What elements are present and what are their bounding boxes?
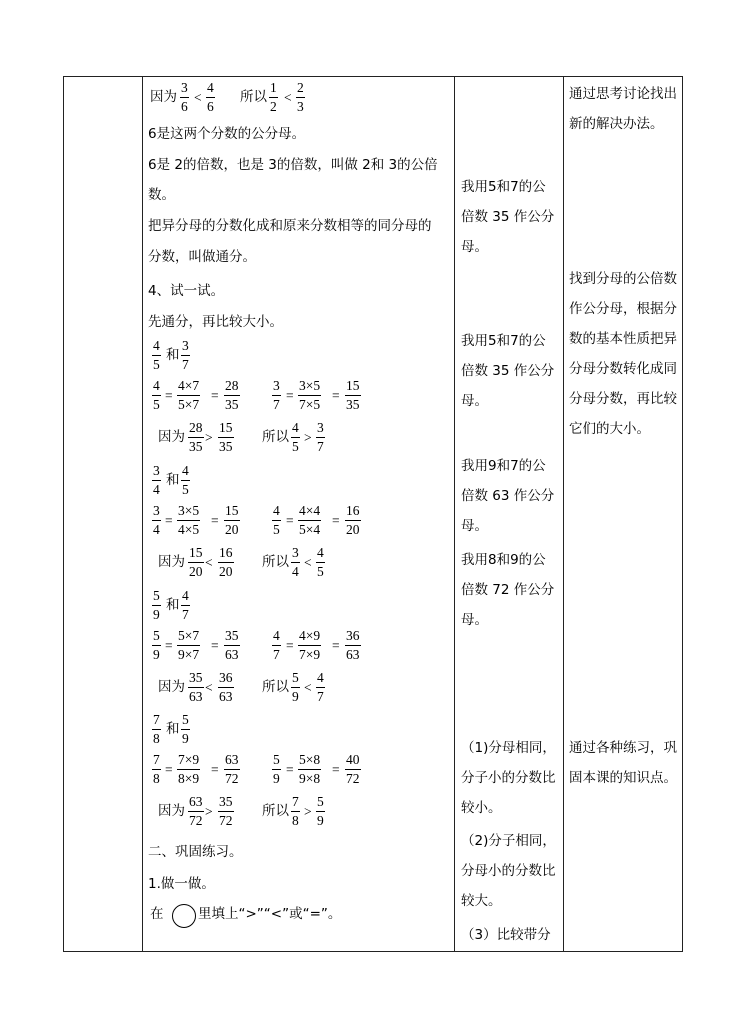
fraction: $\frac{5\times 7}{9\times 7}$	[178, 628, 200, 662]
fraction: $\frac{7}{8}$	[292, 794, 299, 828]
text-line: 把异分母的分数化成和原来分数相等的同分母的	[148, 218, 432, 234]
student-note: 我用5和7的公倍数 35 作公分母。	[461, 179, 555, 255]
table-col-border-4	[563, 76, 564, 952]
equals-sign: =	[332, 388, 340, 403]
comparison-sign: >	[205, 804, 213, 819]
fraction: $\frac{4}{5}$	[182, 463, 189, 497]
equals-sign: =	[286, 638, 294, 653]
table-col-border-1	[63, 76, 64, 952]
fraction: $\frac{3}{7}$	[317, 420, 324, 454]
fraction: $\frac{7\times 9}{8\times 9}$	[178, 752, 200, 786]
text-line: 先通分，再比较大小。	[148, 314, 283, 330]
fraction: $\frac{4}{5}$	[317, 545, 324, 579]
equals-sign: =	[165, 762, 173, 777]
fraction: $\frac{3}{4}$	[153, 503, 160, 537]
equals-sign: =	[165, 638, 173, 653]
fraction: $\frac{5}{9}$	[273, 752, 280, 786]
comparison-sign: >	[205, 430, 213, 445]
fraction: $\frac{15}{20}$	[189, 545, 203, 579]
student-note: 我用9和7的公倍数 63 作公分母。	[461, 458, 555, 534]
because-label: 因为	[158, 554, 185, 570]
design-note: 通过各种练习，巩固本课的知识点。	[569, 740, 677, 786]
equals-sign: =	[332, 513, 340, 528]
fraction: $\frac{35}{63}$	[189, 670, 203, 704]
student-note: （1)分母相同，分子小的分数比较小。	[461, 740, 556, 816]
fraction: $\frac{16}{20}$	[346, 503, 360, 537]
and-label: 和	[166, 721, 180, 737]
table-col-border-5	[682, 76, 683, 952]
fraction: $\frac{4}{5}$	[153, 378, 160, 412]
fraction: $\frac{28}{35}$	[189, 420, 203, 454]
because-label: 因为	[158, 679, 185, 695]
equals-sign: =	[165, 513, 173, 528]
fraction: $\frac{5\times 8}{9\times 8}$	[299, 752, 321, 786]
fraction: $\frac{3\times 5}{7\times 5}$	[299, 378, 321, 412]
fraction: $\frac{4\times 4}{5\times 4}$	[299, 503, 321, 537]
less-than-sign: <	[284, 90, 292, 105]
fraction: $\frac{35}{63}$	[225, 628, 239, 662]
fraction: $\frac{2}{3}$	[297, 80, 304, 114]
fraction: $\frac{3}{4}$	[153, 463, 160, 497]
text-line: 里填上“>”“<”或“=”。	[198, 906, 342, 922]
fraction: $\frac{36}{63}$	[346, 628, 360, 662]
fraction: $\frac{5}{9}$	[182, 712, 189, 746]
fraction: $\frac{63}{72}$	[225, 752, 239, 786]
fraction: $\frac{4}{6}$	[207, 80, 214, 114]
fraction: $\frac{1}{2}$	[270, 80, 277, 114]
equals-sign: =	[286, 513, 294, 528]
fraction: $\frac{7}{8}$	[153, 752, 160, 786]
student-note: 我用8和9的公倍数 72 作公分母。	[461, 552, 555, 628]
so-label: 所以	[262, 803, 289, 819]
student-note: （2)分子相同，分母小的分数比较大。	[461, 833, 556, 909]
fraction: $\frac{63}{72}$	[189, 794, 203, 828]
fraction: $\frac{5}{9}$	[153, 628, 160, 662]
fraction: $\frac{4\times 7}{5\times 7}$	[178, 378, 200, 412]
fraction: $\frac{40}{72}$	[346, 752, 360, 786]
fraction: $\frac{3}{6}$	[181, 80, 188, 114]
section-heading: 4、试一试。	[148, 283, 225, 299]
student-note: 我用5和7的公倍数 35 作公分母。	[461, 333, 555, 409]
table-bottom-border	[63, 951, 683, 952]
fraction: $\frac{3\times 5}{4\times 5}$	[178, 503, 200, 537]
equals-sign: =	[211, 388, 219, 403]
fraction: $\frac{4}{5}$	[292, 420, 299, 454]
table-col-border-2	[142, 76, 143, 952]
text-line: 1.做一做。	[148, 876, 215, 892]
because-label: 因为	[150, 89, 177, 105]
comparison-sign: <	[205, 680, 213, 695]
text-line: 6是 2的倍数，也是 3的倍数，叫做 2和 3的公倍	[148, 157, 438, 173]
blank-circle	[172, 904, 196, 928]
text-line: 数。	[148, 187, 175, 203]
so-label: 所以	[262, 429, 289, 445]
equals-sign: =	[165, 388, 173, 403]
table-top-border	[63, 76, 683, 77]
and-label: 和	[166, 347, 180, 363]
comparison-sign: >	[304, 804, 312, 819]
fraction: $\frac{3}{7}$	[273, 378, 280, 412]
text-line: 分数，叫做通分。	[148, 249, 256, 265]
fraction: $\frac{3}{7}$	[182, 338, 189, 372]
fraction: $\frac{35}{72}$	[219, 794, 233, 828]
equals-sign: =	[211, 762, 219, 777]
equals-sign: =	[211, 513, 219, 528]
fraction: $\frac{3}{4}$	[292, 545, 299, 579]
less-than-sign: <	[194, 90, 202, 105]
text-line: 6是这两个分数的公分母。	[148, 126, 306, 142]
text-line: 在	[150, 906, 164, 922]
and-label: 和	[166, 472, 180, 488]
student-note: （3）比较带分	[461, 927, 551, 943]
equals-sign: =	[211, 638, 219, 653]
fraction: $\frac{4\times 9}{7\times 9}$	[299, 628, 321, 662]
fraction: $\frac{4}{5}$	[153, 338, 160, 372]
fraction: $\frac{16}{20}$	[219, 545, 233, 579]
design-note: 通过思考讨论找出新的解决办法。	[569, 86, 677, 132]
fraction: $\frac{4}{5}$	[273, 503, 280, 537]
section-heading: 二、巩固练习。	[148, 844, 243, 860]
equals-sign: =	[286, 388, 294, 403]
comparison-sign: <	[304, 555, 312, 570]
fraction: $\frac{15}{35}$	[219, 420, 233, 454]
fraction: $\frac{7}{8}$	[153, 712, 160, 746]
equals-sign: =	[286, 762, 294, 777]
because-label: 因为	[158, 803, 185, 819]
equals-sign: =	[332, 638, 340, 653]
so-label: 所以	[262, 679, 289, 695]
design-note: 找到分母的公倍数作公分母，根据分数的基本性质把异分母分数转化成同分母分数，再比较它们的大小。	[569, 271, 677, 437]
equals-sign: =	[332, 762, 340, 777]
and-label: 和	[166, 597, 180, 613]
fraction: $\frac{5}{9}$	[317, 794, 324, 828]
so-label: 所以	[240, 89, 267, 105]
so-label: 所以	[262, 554, 289, 570]
fraction: $\frac{15}{20}$	[225, 503, 239, 537]
fraction: $\frac{15}{35}$	[346, 378, 360, 412]
fraction: $\frac{5}{9}$	[153, 588, 160, 622]
because-label: 因为	[158, 429, 185, 445]
comparison-sign: >	[304, 430, 312, 445]
fraction: $\frac{36}{63}$	[219, 670, 233, 704]
comparison-sign: <	[205, 555, 213, 570]
fraction: $\frac{4}{7}$	[273, 628, 280, 662]
comparison-sign: <	[304, 680, 312, 695]
fraction: $\frac{4}{7}$	[317, 670, 324, 704]
fraction: $\frac{28}{35}$	[225, 378, 239, 412]
fraction: $\frac{5}{9}$	[292, 670, 299, 704]
fraction: $\frac{4}{7}$	[182, 588, 189, 622]
table-col-border-3	[454, 76, 455, 952]
